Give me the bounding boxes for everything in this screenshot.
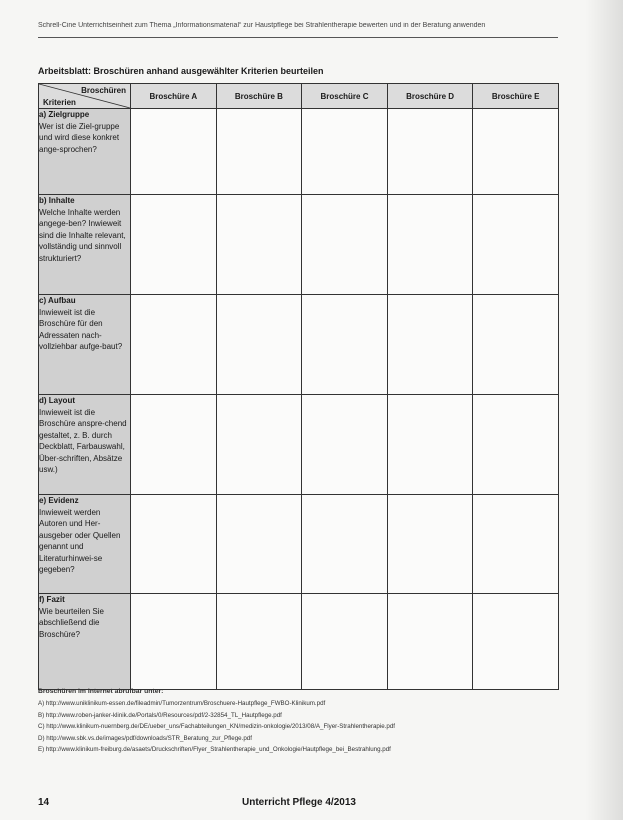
table-row [39,395,559,495]
criterion-heading: f) Fazit [39,595,65,604]
criterion-heading: a) Zielgruppe [39,110,90,119]
rating-cell[interactable] [131,395,217,495]
criterion-question: Welche Inhalte werden angege-ben? Inwieweit sind die Inhalte relevant, vollständig und sinnvoll strukturiert? [39,207,126,263]
source-link[interactable]: B) http://www.roben-janker-klinik.de/Portals/0/Resources/pdf/2-32854_TL_Hautpflege.pdf [38,711,282,719]
worksheet-title: Arbeitsblatt: Broschüren anhand ausgewählter Kriterien beurteilen [38,66,324,76]
criterion-heading: d) Layout [39,396,75,405]
criterion-cell [39,594,131,690]
rating-cell[interactable] [302,295,388,395]
criterion-heading: c) Aufbau [39,296,76,305]
corner-cell [39,84,131,109]
table-row [39,109,559,195]
rating-cell[interactable] [387,195,473,295]
rating-cell[interactable] [473,495,559,594]
rating-cell[interactable] [216,594,302,690]
criterion-heading: b) Inhalte [39,196,75,205]
table-row [39,495,559,594]
sources-title: Broschüren im Internet abrufbar unter: [38,688,164,695]
running-header: Schrell-Cine Unterrichtseinheit zum Thema „Informationsmaterial“ zur Haustpflege bei Strahlentherapie bewerten und in der Beratung anwenden [38,22,486,29]
rating-cell[interactable] [131,195,217,295]
rating-cell[interactable] [216,395,302,495]
rating-cell[interactable] [131,295,217,395]
criterion-cell [39,495,131,594]
rating-cell[interactable] [216,109,302,195]
rating-cell[interactable] [473,195,559,295]
criterion-question: Inwieweit ist die Broschüre anspre-chend gestaltet, z. B. durch Deckblatt, Farbauswahl, Über-schriften, Absätze usw.) [39,407,127,474]
column-header: Broschüre E [473,84,559,109]
rating-cell[interactable] [473,594,559,690]
criterion-heading: e) Evidenz [39,496,79,505]
rating-cell[interactable] [302,395,388,495]
rating-cell[interactable] [302,495,388,594]
source-link[interactable]: A) http://www.uniklinikum-essen.de/fileadmin/Tumorzentrum/Broschuere-Hautpflege_FWBO-Klinikum.pdf [38,700,326,707]
criterion-question: Wie beurteilen Sie abschließend die Broschüre? [39,606,104,639]
rating-cell[interactable] [216,495,302,594]
criterion-question: Inwieweit werden Autoren und Her-ausgeber oder Quellen genannt und Literaturhinwei-se gegeben? [39,507,121,574]
criterion-cell [39,109,131,195]
source-link[interactable]: C) http://www.klinikum-nuernberg.de/DE/ueber_uns/Fachabteilungen_KN/medizin-onkologie/2013/08/A_Flyer-Strahlentherapie.pdf [38,723,396,731]
corner-label-brochures: Broschüren [81,86,126,95]
column-header: Broschüre D [387,84,473,109]
table-row [39,594,559,690]
rating-cell[interactable] [387,109,473,195]
table-header-row [39,84,559,109]
criterion-question: Wer ist die Ziel-gruppe und wird diese konkret ange-sprochen? [39,121,120,154]
rating-cell[interactable] [216,195,302,295]
table-row [39,295,559,395]
rating-cell[interactable] [131,495,217,594]
rating-cell[interactable] [131,594,217,690]
rating-cell[interactable] [302,594,388,690]
rating-cell[interactable] [473,395,559,495]
rating-cell[interactable] [131,109,217,195]
table-row [39,195,559,295]
criterion-question: Inwieweit ist die Broschüre für den Adressaten nach-vollziehbar aufge-baut? [39,307,123,351]
page-edge-shadow [585,0,623,820]
column-header: Broschüre A [131,84,217,109]
rating-cell[interactable] [387,395,473,495]
rating-cell[interactable] [473,109,559,195]
corner-label-criteria: Kriterien [43,98,76,107]
header-rule [38,37,558,38]
criteria-table [38,83,559,690]
rating-cell[interactable] [302,195,388,295]
source-link[interactable]: E) http://www.klinikum-freiburg.de/asaets/Druckschriften/Flyer_Strahlentherapie_und_Onkologie/Hautpflege_bei_Bestrahlung.pdf [38,746,391,754]
rating-cell[interactable] [473,295,559,395]
column-header: Broschüre B [216,84,302,109]
magazine-footer: Unterricht Pflege 4/2013 [242,797,356,808]
criterion-cell [39,295,131,395]
rating-cell[interactable] [216,295,302,395]
criterion-cell [39,395,131,495]
rating-cell[interactable] [387,594,473,690]
rating-cell[interactable] [302,109,388,195]
rating-cell[interactable] [387,295,473,395]
rating-cell[interactable] [387,495,473,594]
page-number: 14 [38,797,50,808]
criterion-cell [39,195,131,295]
source-link[interactable]: D) http://www.sbk.vs.de/images/pdf/downloads/STR_Beratung_zur_Pflege.pdf [38,734,252,742]
column-header: Broschüre C [302,84,388,109]
sources-block [38,688,578,758]
